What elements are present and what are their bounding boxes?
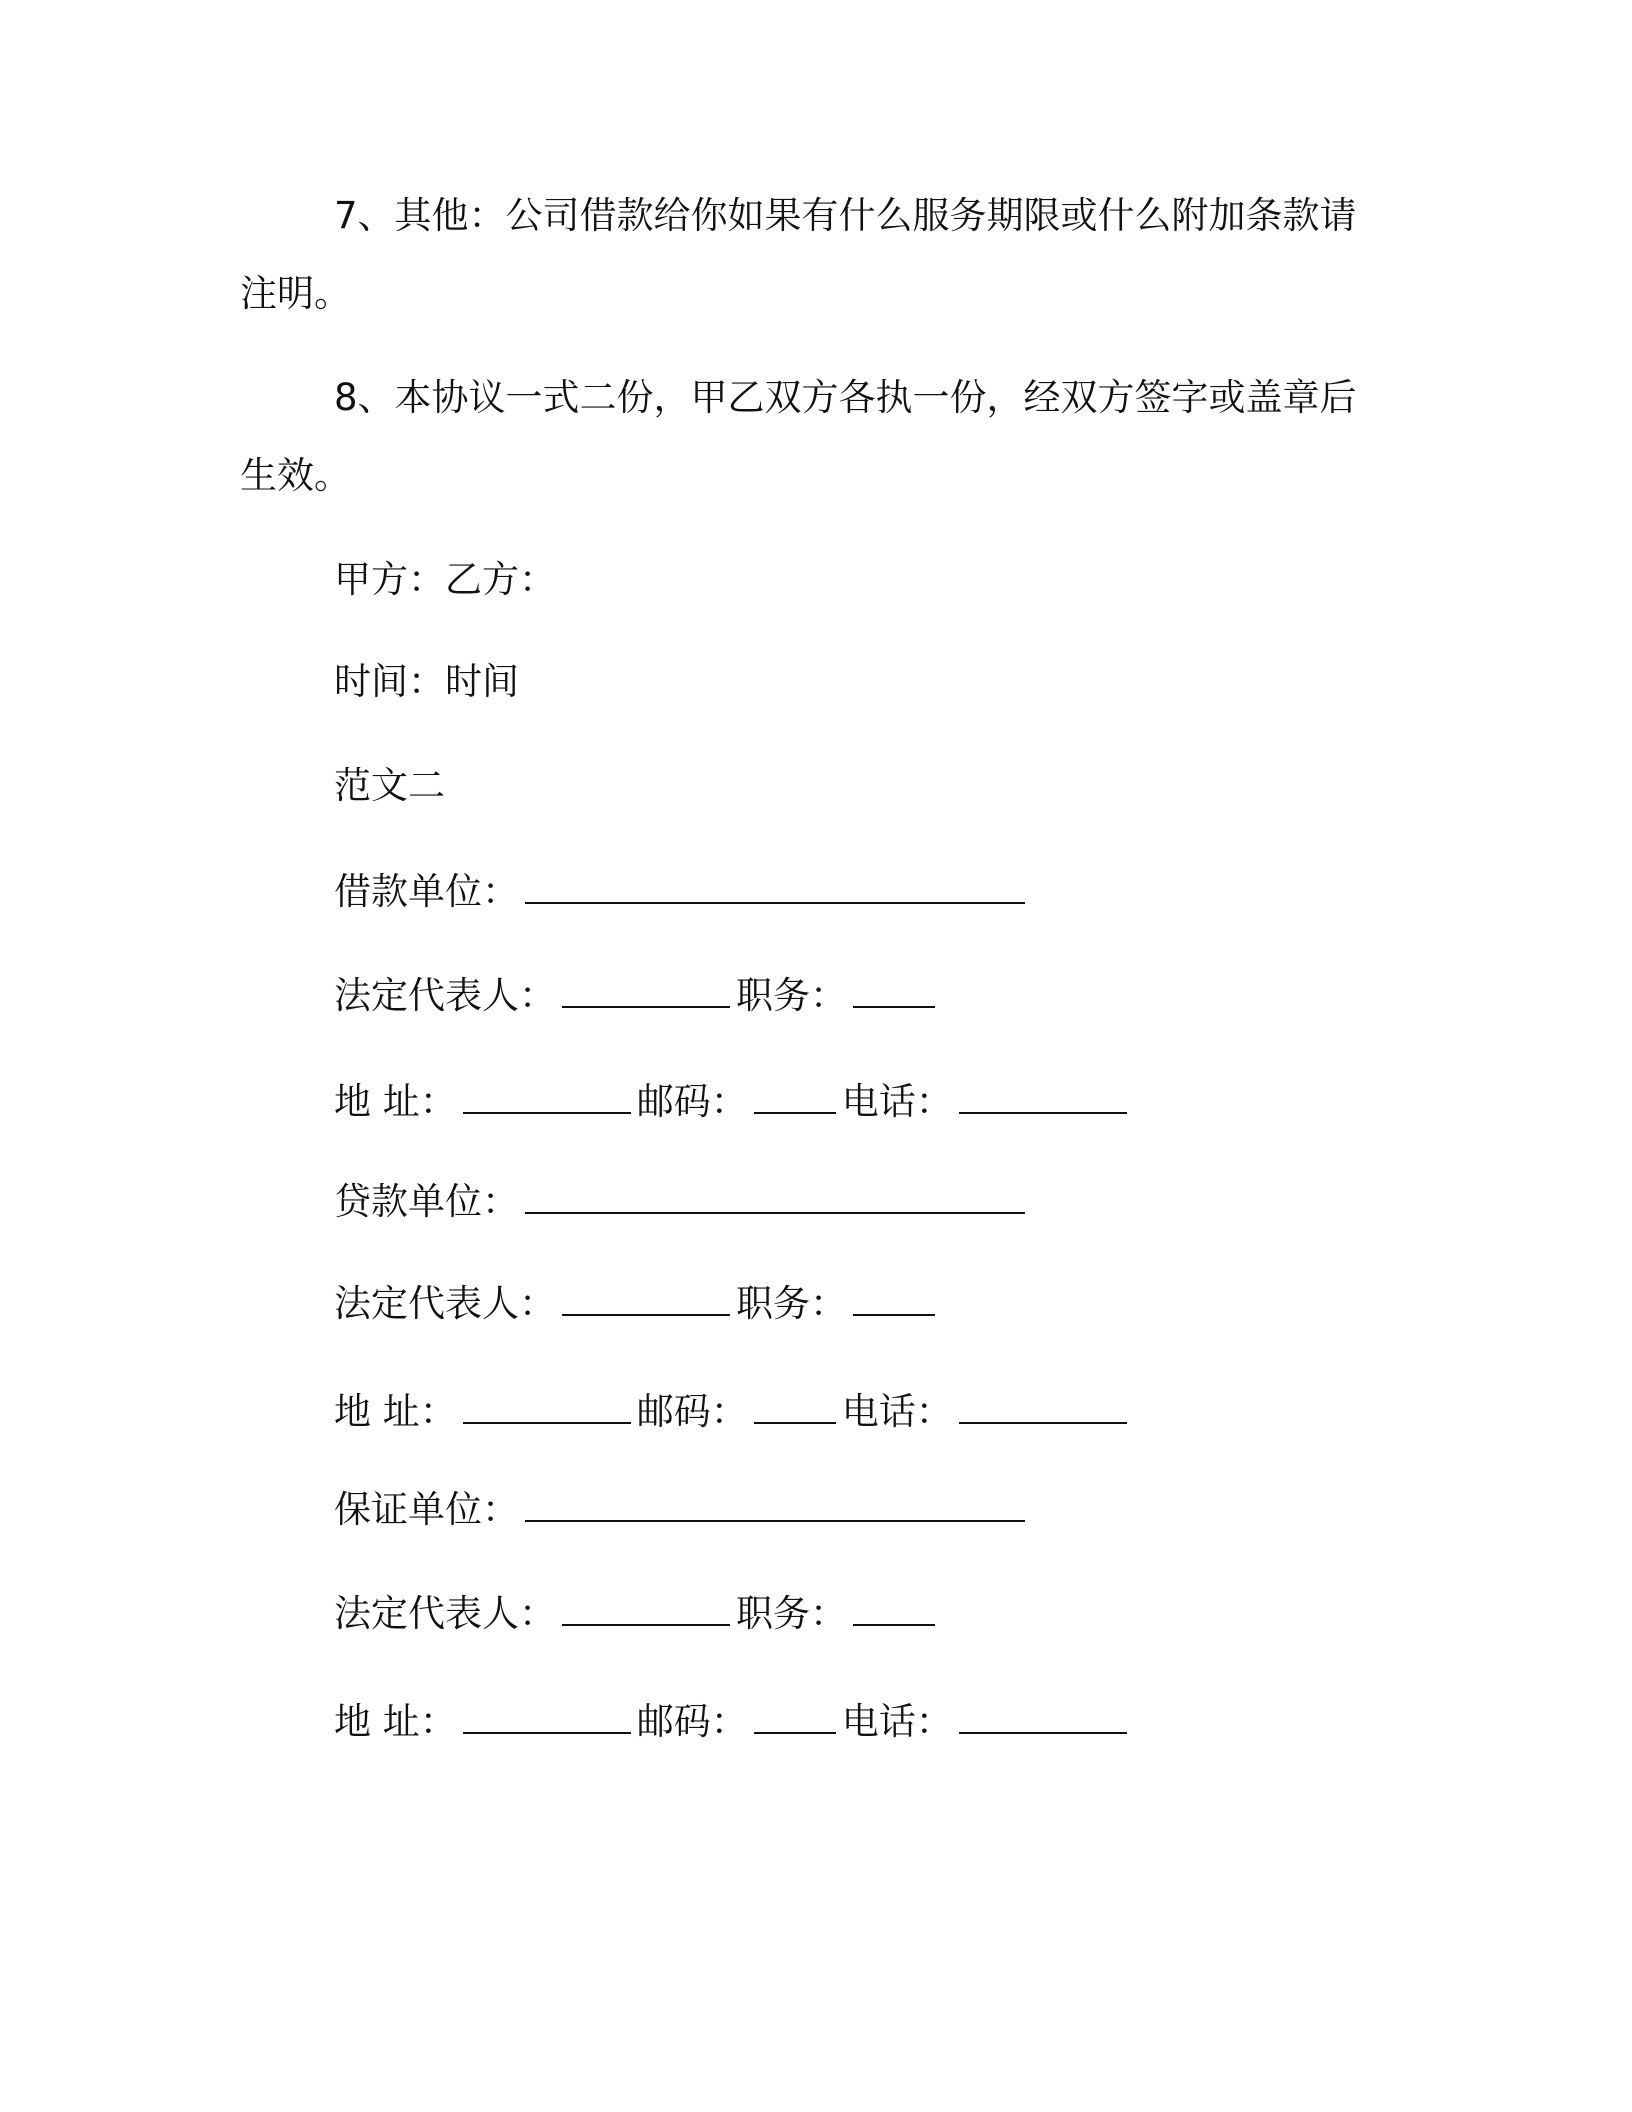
lender-rep-label: 法定代表人： bbox=[334, 1282, 556, 1325]
clause-8-line-1: 8、本协议一式二份，甲乙双方各执一份，经双方签字或盖章后 bbox=[334, 376, 1357, 419]
guarantor-postcode-blank[interactable] bbox=[754, 1696, 836, 1734]
borrower-phone-blank[interactable] bbox=[959, 1076, 1127, 1114]
borrower-unit-label: 借款单位： bbox=[334, 870, 519, 913]
borrower-unit-row bbox=[334, 866, 1031, 914]
lender-postcode-label: 邮码： bbox=[636, 1390, 748, 1433]
borrower-postcode-label: 邮码： bbox=[636, 1080, 748, 1123]
borrower-phone-label: 电话： bbox=[841, 1080, 953, 1123]
lender-rep-row bbox=[334, 1278, 941, 1326]
parties-line: 甲方：乙方： bbox=[334, 558, 556, 601]
guarantor-rep-label: 法定代表人： bbox=[334, 1592, 556, 1635]
lender-address-blank[interactable] bbox=[463, 1386, 631, 1424]
lender-rep-blank[interactable] bbox=[562, 1278, 730, 1316]
borrower-address-row bbox=[334, 1076, 1133, 1124]
guarantor-unit-blank[interactable] bbox=[525, 1484, 1025, 1522]
guarantor-rep-row bbox=[334, 1588, 941, 1636]
clause-8-line-2: 生效。 bbox=[240, 454, 351, 497]
guarantor-rep-blank[interactable] bbox=[562, 1588, 730, 1626]
guarantor-phone-label: 电话： bbox=[841, 1700, 953, 1743]
borrower-address-blank[interactable] bbox=[463, 1076, 631, 1114]
guarantor-address-row bbox=[334, 1696, 1133, 1744]
lender-phone-label: 电话： bbox=[841, 1390, 953, 1433]
clause-7-line-2: 注明。 bbox=[240, 272, 351, 315]
guarantor-unit-label: 保证单位： bbox=[334, 1488, 519, 1531]
guarantor-address-blank[interactable] bbox=[463, 1696, 631, 1734]
time-line: 时间：时间 bbox=[334, 660, 519, 703]
lender-position-blank[interactable] bbox=[853, 1278, 935, 1316]
section-title: 范文二 bbox=[334, 764, 445, 807]
lender-postcode-blank[interactable] bbox=[754, 1386, 836, 1424]
borrower-postcode-blank[interactable] bbox=[754, 1076, 836, 1114]
borrower-rep-blank[interactable] bbox=[562, 970, 730, 1008]
borrower-position-blank[interactable] bbox=[853, 970, 935, 1008]
lender-address-label: 地 址： bbox=[334, 1390, 457, 1433]
guarantor-unit-row bbox=[334, 1484, 1031, 1532]
lender-position-label: 职务： bbox=[736, 1282, 847, 1325]
borrower-position-label: 职务： bbox=[736, 974, 847, 1017]
lender-unit-row bbox=[334, 1176, 1031, 1224]
borrower-rep-row bbox=[334, 970, 941, 1018]
borrower-address-label: 地 址： bbox=[334, 1080, 457, 1123]
guarantor-phone-blank[interactable] bbox=[959, 1696, 1127, 1734]
guarantor-position-blank[interactable] bbox=[853, 1588, 935, 1626]
guarantor-address-label: 地 址： bbox=[334, 1700, 457, 1743]
borrower-rep-label: 法定代表人： bbox=[334, 974, 556, 1017]
clause-7-line-1: 7、其他：公司借款给你如果有什么服务期限或什么附加条款请 bbox=[334, 194, 1357, 237]
guarantor-position-label: 职务： bbox=[736, 1592, 847, 1635]
lender-unit-label: 贷款单位： bbox=[334, 1180, 519, 1223]
lender-unit-blank[interactable] bbox=[525, 1176, 1025, 1214]
borrower-unit-blank[interactable] bbox=[525, 866, 1025, 904]
lender-phone-blank[interactable] bbox=[959, 1386, 1127, 1424]
lender-address-row bbox=[334, 1386, 1133, 1434]
guarantor-postcode-label: 邮码： bbox=[636, 1700, 748, 1743]
